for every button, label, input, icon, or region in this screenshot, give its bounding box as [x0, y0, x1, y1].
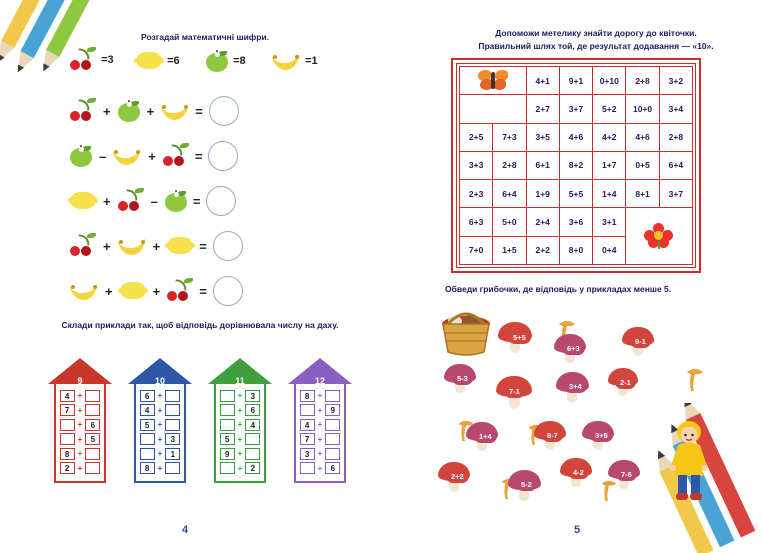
- maze-cell[interactable]: 6+4: [659, 151, 692, 179]
- maze-grid: [459, 66, 693, 265]
- maze-cell[interactable]: 2+3: [460, 180, 493, 208]
- operator: –: [99, 148, 107, 164]
- equation-row: [70, 96, 330, 126]
- lemon-icon: [136, 52, 162, 70]
- maze-heading-line2: Правильний шлях той, де результат додавання — «10».: [478, 41, 714, 51]
- maze-cell[interactable]: 2+7: [526, 95, 559, 123]
- house-cell-left[interactable]: 8: [300, 390, 315, 402]
- house-cell-left[interactable]: 4: [300, 419, 315, 431]
- house-row: 8 +: [296, 390, 344, 402]
- house-row: + 2: [216, 462, 264, 474]
- cherry-icon: [70, 50, 96, 70]
- apple-icon: [70, 145, 92, 167]
- house-roof-number: 11: [235, 376, 245, 386]
- house-cell-right[interactable]: [85, 390, 100, 402]
- house-10: [128, 358, 192, 483]
- maze-cell[interactable]: 3+7: [559, 95, 592, 123]
- house-cell-left[interactable]: 8: [140, 462, 155, 474]
- mushroom-label[interactable]: 5-3: [452, 371, 473, 385]
- house-cell-left[interactable]: 5: [220, 433, 235, 445]
- legend-value: =6: [167, 54, 180, 67]
- maze-row: [460, 67, 693, 95]
- maze-cell[interactable]: 2+8: [626, 67, 659, 95]
- maze-row: [460, 123, 693, 151]
- equation-row: [70, 231, 330, 261]
- mushroom-label[interactable]: 2+2: [446, 469, 469, 483]
- house-row: + 6: [216, 404, 264, 416]
- maze-cell-butterfly: [460, 67, 527, 95]
- maze-cell[interactable]: 9+1: [559, 67, 592, 95]
- flower-icon: [644, 223, 674, 249]
- house-cell-right[interactable]: 6: [245, 404, 260, 416]
- maze-cell[interactable]: 2+4: [526, 208, 559, 236]
- maze-cell[interactable]: 2+8: [659, 123, 692, 151]
- mushroom-label[interactable]: 3+4: [564, 379, 587, 393]
- mushroom-label[interactable]: 1+4: [474, 429, 497, 443]
- maze-cell[interactable]: 3+7: [659, 180, 692, 208]
- page-number-left: 4: [182, 524, 189, 536]
- maze-inner-border: [456, 63, 696, 268]
- girl-illustration: [665, 418, 713, 504]
- maze-cell[interactable]: 3+4: [659, 95, 692, 123]
- house-cell-left[interactable]: 5: [140, 419, 155, 431]
- house-cell-left[interactable]: 2: [60, 462, 75, 474]
- house-roof-number: 10: [154, 376, 165, 386]
- house-cell-right[interactable]: [165, 404, 180, 416]
- house-body: [54, 384, 106, 483]
- maze-cell[interactable]: 6+4: [493, 180, 526, 208]
- maze-cell[interactable]: 3+1: [593, 208, 626, 236]
- house-cell-right[interactable]: 6: [85, 419, 100, 431]
- maze-cell[interactable]: 7+0: [460, 236, 493, 264]
- equals-sign: =: [199, 238, 207, 254]
- house-row: 8 +: [136, 462, 184, 474]
- equals-sign: =: [199, 283, 207, 299]
- maze-row: [460, 95, 693, 123]
- maze-cell[interactable]: 6+1: [526, 151, 559, 179]
- house-cell-left[interactable]: [220, 462, 235, 474]
- operator: +: [152, 283, 161, 299]
- mushroom-label[interactable]: 5+5: [508, 330, 531, 344]
- house-row: + 9: [296, 404, 344, 416]
- mushroom-label[interactable]: 3+5: [590, 428, 613, 442]
- house-cell-left[interactable]: [300, 462, 315, 474]
- house-row: + 5: [56, 433, 104, 445]
- house-cell-right[interactable]: 4: [245, 419, 260, 431]
- maze-cell[interactable]: 7+3: [493, 123, 526, 151]
- house-row: 8 +: [56, 448, 104, 460]
- house-row: 7 +: [296, 433, 344, 445]
- mushroom-label[interactable]: 4-2: [568, 465, 589, 479]
- maze-cell[interactable]: 5+5: [559, 180, 592, 208]
- legend-item-lemon: [136, 52, 180, 70]
- operator: +: [152, 238, 161, 254]
- house-cell-right[interactable]: [325, 419, 340, 431]
- equation-row: [70, 186, 330, 216]
- house-cell-left[interactable]: [220, 390, 235, 402]
- maze-cell[interactable]: 4+6: [559, 123, 592, 151]
- maze-cell-flower: [626, 208, 693, 265]
- house-cell-right[interactable]: [245, 448, 260, 460]
- maze-cell[interactable]: 4+1: [526, 67, 559, 95]
- cherry-icon: [163, 146, 189, 166]
- answer-circle[interactable]: [209, 96, 239, 126]
- house-cell-right[interactable]: 2: [245, 462, 260, 474]
- house-row: + 6: [56, 419, 104, 431]
- house-cell-right[interactable]: 1: [165, 448, 180, 460]
- maze-cell[interactable]: 3+2: [659, 67, 692, 95]
- answer-circle[interactable]: [208, 141, 238, 171]
- maze-cell[interactable]: 8+0: [559, 236, 592, 264]
- house-cell-left[interactable]: 6: [140, 390, 155, 402]
- maze-cell[interactable]: 1+5: [493, 236, 526, 264]
- cipher-legend: [70, 50, 320, 74]
- banana-icon: [70, 282, 98, 300]
- mushroom-label[interactable]: 2-1: [615, 375, 636, 389]
- answer-circle[interactable]: [206, 186, 236, 216]
- house-cell-right[interactable]: 6: [325, 462, 340, 474]
- houses-heading: Склади приклади так, щоб відповідь дорівнювала числу на даху.: [61, 320, 339, 330]
- mushroom-label[interactable]: 7-1: [504, 384, 525, 398]
- maze-cell[interactable]: 5+0: [493, 208, 526, 236]
- maze-frame: [451, 58, 701, 273]
- house-row: 2 +: [56, 462, 104, 474]
- house-cell-right[interactable]: 5: [85, 433, 100, 445]
- maze-cell[interactable]: 2+8: [493, 151, 526, 179]
- equation-row: [70, 276, 330, 306]
- house-row: + 4: [216, 419, 264, 431]
- house-cell-left[interactable]: 4: [60, 390, 75, 402]
- house-cell-right[interactable]: [85, 404, 100, 416]
- house-roof-number: 12: [314, 376, 325, 386]
- equals-sign: =: [195, 103, 203, 119]
- maze-cell[interactable]: 8+1: [626, 180, 659, 208]
- legend-item-cherry: [70, 50, 114, 70]
- cherry-icon: [118, 191, 144, 211]
- cipher-heading: Розгадай математичні шифри.: [140, 32, 270, 42]
- butterfly-icon: [478, 70, 508, 92]
- operator: +: [105, 283, 113, 299]
- house-row: + 3: [136, 433, 184, 445]
- legend-value: =1: [305, 54, 318, 67]
- house-cell-left[interactable]: [140, 448, 155, 460]
- maze-cell[interactable]: 2+5: [460, 123, 493, 151]
- house-cell-right[interactable]: 3: [165, 433, 180, 445]
- house-cell-left[interactable]: 3: [300, 448, 315, 460]
- house-9: [48, 358, 112, 483]
- house-row: + 6: [296, 462, 344, 474]
- apple-icon: [165, 190, 187, 212]
- house-cell-right[interactable]: [325, 433, 340, 445]
- mushroom-label[interactable]: 7-6: [616, 467, 637, 481]
- maze-cell[interactable]: 10+0: [626, 95, 659, 123]
- banana-icon: [113, 147, 141, 165]
- legend-item-banana: [272, 52, 318, 70]
- house-cell-left[interactable]: [220, 419, 235, 431]
- maze-cell[interactable]: 0+5: [626, 151, 659, 179]
- maze-cell[interactable]: 1+9: [526, 180, 559, 208]
- house-12: [288, 358, 352, 483]
- mushroom-label[interactable]: 9-1: [630, 334, 651, 348]
- cherry-icon: [70, 236, 96, 256]
- house-cell-right[interactable]: [245, 433, 260, 445]
- maze-heading-line1: Допоможи метелику знайти дорогу до квіточки.: [495, 28, 697, 38]
- lemon-icon: [167, 237, 193, 255]
- answer-circle[interactable]: [213, 276, 243, 306]
- house-row: 7 +: [56, 404, 104, 416]
- house-row: 9 +: [216, 448, 264, 460]
- house-cell-left[interactable]: [60, 419, 75, 431]
- operator: –: [150, 193, 158, 209]
- maze-cell[interactable]: 8+2: [559, 151, 592, 179]
- banana-icon: [118, 237, 146, 255]
- house-row: 4 +: [56, 390, 104, 402]
- right-page: [430, 0, 762, 543]
- legend-item-apple: [206, 50, 246, 72]
- chanterelle-icon: [598, 478, 620, 502]
- house-11: [208, 358, 272, 483]
- maze-cell[interactable]: 6+3: [460, 208, 493, 236]
- house-cell-right[interactable]: 9: [325, 404, 340, 416]
- mushroom-label[interactable]: 5-2: [516, 477, 537, 491]
- mushroom-label[interactable]: 6+3: [562, 341, 585, 355]
- operator: +: [146, 103, 155, 119]
- basket-icon: [435, 306, 497, 358]
- house-cell-right[interactable]: [165, 419, 180, 431]
- house-cell-left[interactable]: 7: [300, 433, 315, 445]
- house-row: 4 +: [296, 419, 344, 431]
- house-row: 5 +: [216, 433, 264, 445]
- maze-row: [460, 180, 693, 208]
- house-cell-right[interactable]: [165, 462, 180, 474]
- house-body: [294, 384, 346, 483]
- house-body: [214, 384, 266, 483]
- answer-circle[interactable]: [213, 231, 243, 261]
- house-cell-left[interactable]: 7: [60, 404, 75, 416]
- maze-cell[interactable]: 0+10: [593, 67, 626, 95]
- operator: +: [148, 148, 156, 164]
- operator: +: [103, 193, 111, 209]
- operator: +: [103, 103, 111, 119]
- maze-cell[interactable]: 5+2: [593, 95, 626, 123]
- house-row: 4 +: [136, 404, 184, 416]
- banana-icon: [161, 102, 189, 120]
- legend-value: =8: [233, 54, 246, 67]
- house-cell-left[interactable]: [60, 433, 75, 445]
- house-row: + 3: [216, 390, 264, 402]
- maze-row: [460, 208, 693, 236]
- maze-cell[interactable]: 3+3: [460, 151, 493, 179]
- house-row: 3 +: [296, 448, 344, 460]
- cherry-icon: [167, 281, 193, 301]
- house-row: 6 +: [136, 390, 184, 402]
- maze-cell[interactable]: 4+2: [593, 123, 626, 151]
- maze-row: [460, 151, 693, 179]
- house-cell-left[interactable]: 8: [60, 448, 75, 460]
- house-cell-right[interactable]: [325, 390, 340, 402]
- house-cell-left[interactable]: [300, 404, 315, 416]
- house-cell-right[interactable]: [85, 448, 100, 460]
- apple-icon: [206, 50, 228, 72]
- maze-cell[interactable]: 3+6: [559, 208, 592, 236]
- legend-value: =3: [101, 53, 114, 66]
- mushroom-field: [430, 300, 762, 515]
- house-roof-number: 9: [77, 376, 83, 386]
- equals-sign: =: [194, 148, 203, 164]
- lemon-icon: [70, 192, 96, 210]
- maze-cell-empty: [460, 95, 527, 123]
- mushroom-label[interactable]: 8-7: [542, 428, 563, 442]
- house-row: 5 +: [136, 419, 184, 431]
- house-cell-left[interactable]: 4: [140, 404, 155, 416]
- house-cell-right[interactable]: [325, 448, 340, 460]
- house-cell-right[interactable]: 3: [245, 390, 260, 402]
- maze-cell[interactable]: 4+6: [626, 123, 659, 151]
- house-cell-right[interactable]: [165, 390, 180, 402]
- house-cell-left[interactable]: 9: [220, 448, 235, 460]
- house-row: + 1: [136, 448, 184, 460]
- page-number-right: 5: [574, 524, 581, 536]
- banana-icon: [272, 52, 300, 70]
- equals-sign: =: [192, 193, 201, 209]
- maze-cell[interactable]: 3+5: [526, 123, 559, 151]
- equation-row: [70, 141, 330, 171]
- operator: +: [103, 238, 111, 254]
- cherry-icon: [70, 101, 96, 121]
- house-cell-left[interactable]: [220, 404, 235, 416]
- maze-cell[interactable]: 1+7: [593, 151, 626, 179]
- maze-cell[interactable]: 2+2: [526, 236, 559, 264]
- house-cell-left[interactable]: [140, 433, 155, 445]
- mushrooms-heading: Обведи грибочки, де відповідь у прикладах менше 5.: [445, 284, 672, 294]
- house-cell-right[interactable]: [85, 462, 100, 474]
- chanterelle-icon: [683, 366, 707, 392]
- maze-cell[interactable]: 1+4: [593, 180, 626, 208]
- maze-cell[interactable]: 0+4: [593, 236, 626, 264]
- lemon-icon: [120, 282, 146, 300]
- house-body: [134, 384, 186, 483]
- apple-icon: [118, 100, 140, 122]
